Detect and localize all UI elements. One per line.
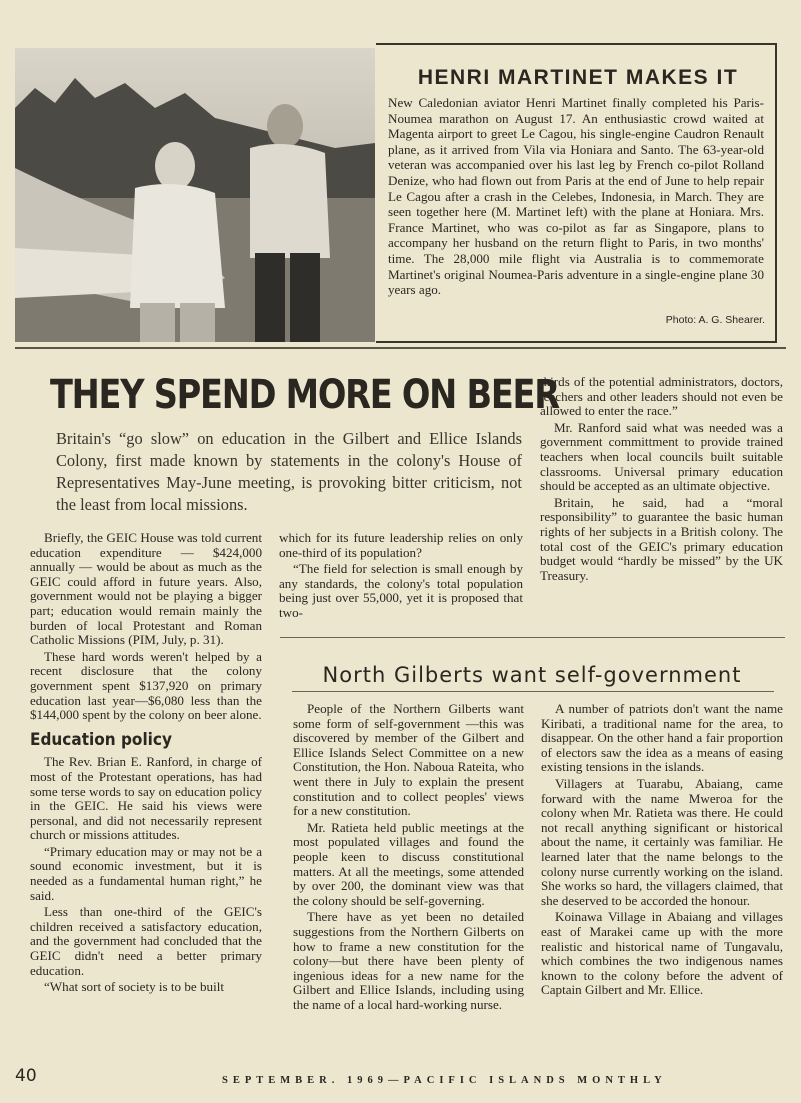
photo-martinet-denize [15,48,375,342]
north-column-2 [541,702,783,1000]
beer-column-2 [279,531,523,623]
headline-rule [292,691,774,692]
north-gilberts-headline: North Gilberts want self-government [322,663,742,687]
section-divider [15,347,786,349]
henri-headline: HENRI MARTINET MAKES IT [417,66,739,89]
north-column-1 [293,702,524,1014]
paragraph: Briefly, the GEIC House was told current education expenditure — $424,000 annually — would be about as much as the GEIC could afford in future years. Also, government would not be playing a bigger part; education would remain mainly the burden of local Protestant and Roman Catholic Missions (PIM, July, p. 31). [30,530,262,648]
paragraph: Villagers at Tuarabu, Abaiang, came forward with the name Mweroa for the colony when Mr. Ratieta was there. He could not recall anything significant or historical about the name, it certainly was familiar. He learned later that the name belongs to the colony nurse currently working on the island. She works so hard, the villagers claimed, that she deserved to be accorded the honour. [541,775,783,908]
paragraph: thirds of the potential administrators, doctors, teachers and other leaders should not even be allowed to enter the race.” [540,374,783,419]
paragraph: “What sort of society is to be built [44,979,225,995]
paragraph: Mr. Ratieta held public meetings at the most populated villages and found the people keen to discuss constitutional matters. At all the meetings, some attended by over 200, the dominant view was that the colony should be self-governing. [293,819,524,908]
paragraph: People of the Northern Gilberts want some form of self-government —this was discovered by member of the Gilbert and Ellice Islands Select Committee on a new Constitution, the Hon. Naboua Rateita, who went there in July to explain the present constitution and to collect peoples' views for a new constitution. [293,701,524,819]
paragraph: “Primary education may or may not be a sound economic investment, but it is needed as a fundamental human right,” he said. [30,843,262,903]
beer-headline: THEY SPEND MORE ON BEER [50,372,559,418]
beer-column-1 [30,531,262,997]
beer-column-3 [540,375,783,585]
masthead-footer: SEPTEMBER. 1969—PACIFIC ISLANDS MONTHLY [222,1075,667,1086]
paragraph: These hard words weren't helped by a recent disclosure that the colony government spent $137,920 on primary education last year—$6,080 less than the $144,000 spent by the colony on beer alone. [30,648,262,723]
paragraph: Koinawa Village in Abaiang and villages east of Marakei came up with the more realistic and historical name of Tungavalu, which combines the two indigenous names known to the colony before the advent of Captain Gilbert and Mr. Ellice. [541,909,783,998]
henri-caption-text: New Caledonian aviator Henri Martinet finally completed his Paris-Noumea marathon on August 17. An enthusiastic crowd waited at Magenta airport to greet Le Cagou, his single-engine Caudron Renault plane, as it arrived from Vila via Honiara and Santo. The 63-year-old veteran was accompanied over his last leg by French co-pilot Rolland Denize, who had flown out from Paris at the end of June to help repair Le Cagou after a crash in the Celebes, Indonesia, in March. They are seen together here (M. Martinet left) with the plane at Honiara. Mrs. France Martinet, who was co-pilot as far as Singapore, plans to accompany her husband on the return flight to Paris, in two months' time. The 28,000 mile flight via Australia is to commemorate Martinet's original Noumea-Paris adventure in a single-engine plane 30 years ago. [388,95,764,298]
photo-credit: Photo: A. G. Shearer. [665,314,765,326]
paragraph: Mr. Ranford said what was needed was a government committment to provide trained teachers when local councils built suitable classrooms. Universal primary education should be accepted as an ultimate objective. [540,419,783,494]
page-number: 40 [15,1066,37,1086]
paragraph: The Rev. Brian E. Ranford, in charge of most of the Protestant operations, has had some terse words to say on education policy in the GEIC. He said his views were personal, and did not necessarily represent church or missions attitudes. [30,754,262,843]
paragraph: There have as yet been no detailed suggestions from the Northern Gilberts on how to frame a new constitution for the colony—but there have been plenty of ingenious ideas for a new name for the Gilbert and Ellice Islands, including using the name of a local hard-working nurse. [293,909,524,1012]
section-divider [280,637,785,638]
paragraph: A number of patriots don't want the name Kiribati, a traditional name for the area, to disappear. On the other hand a fair proportion of electors saw the idea as a means of easing existing tensions in the islands. [541,701,783,775]
paragraph: Less than one-third of the GEIC's children received a satisfactory education, and the government had concluded that the GEIC didn't need a better primary education. [30,904,262,978]
education-policy-heading: Education policy [30,729,172,750]
paragraph: which for its future leadership relies on only one-third of its population? [279,530,523,560]
paragraph: Britain, he said, had a “moral responsibility” to guarantee the basic human rights of her subjects in a British colony. The total cost of the GEIC's primary education budget would “hardly be missed” by the UK Treasury. [540,494,783,583]
paragraph: “The field for selection is small enough by any standards, the colony's total population being just over 55,000, yet it is proposed that two- [279,561,523,620]
beer-deck: Britain's “go slow” on education in the Gilbert and Ellice Islands Colony, first made known by statements in the colony's House of Representatives May-June meeting, is provoking bitter criticism, not the least from local missions. [56,429,522,514]
photo-illustration [15,48,375,342]
